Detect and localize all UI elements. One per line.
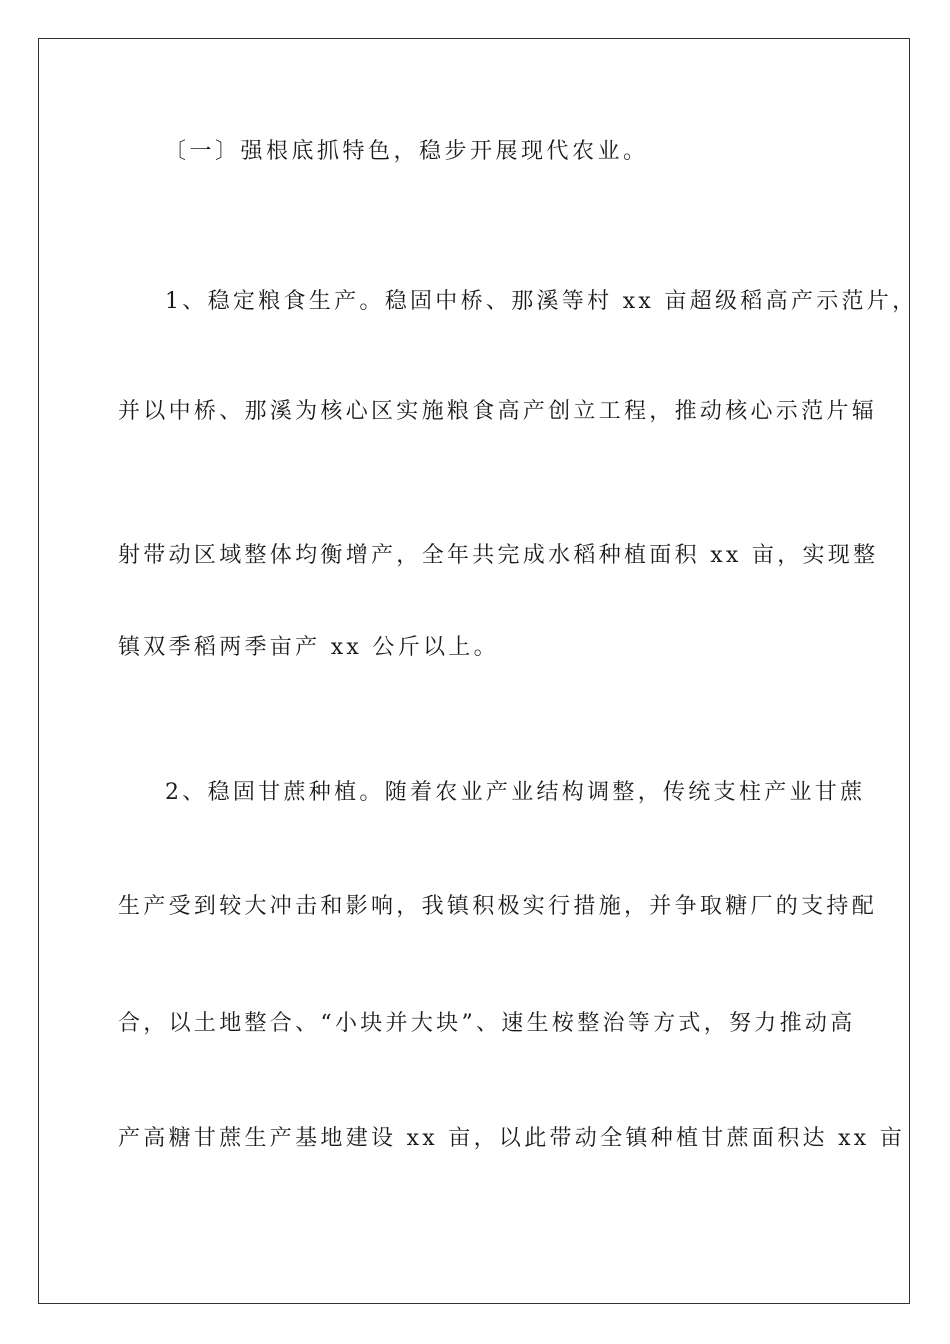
paragraph-1-line-2: 并以中桥、那溪为核心区实施粮食高产创立工程，推动核心示范片辐 bbox=[118, 399, 878, 424]
paragraph-1-line-3: 射带动区域整体均衡增产，全年共完成水稻种植面积 xx 亩，实现整 bbox=[118, 543, 879, 568]
paragraph-1-line-1: 1、稳定粮食生产。稳固中桥、那溪等村 xx 亩超级稻高产示范片， bbox=[165, 289, 918, 314]
paragraph-1-line-4: 镇双季稻两季亩产 xx 公斤以上。 bbox=[118, 635, 499, 660]
paragraph-2-line-2: 生产受到较大冲击和影响，我镇积极实行措施，并争取糖厂的支持配 bbox=[118, 894, 878, 919]
page-frame bbox=[38, 38, 918, 1304]
paragraph-2-line-4: 产高糖甘蔗生产基地建设 xx 亩，以此带动全镇种植甘蔗面积达 xx 亩 bbox=[118, 1126, 906, 1151]
section-heading: 〔一〕强根底抓特色，稳步开展现代农业。 bbox=[164, 139, 649, 164]
paragraph-2-line-3: 合，以土地整合、“小块并大块”、速生桉整治等方式，努力推动高 bbox=[118, 1011, 856, 1036]
paragraph-2-line-1: 2、稳固甘蔗种植。随着农业产业结构调整，传统支柱产业甘蔗 bbox=[165, 780, 866, 805]
